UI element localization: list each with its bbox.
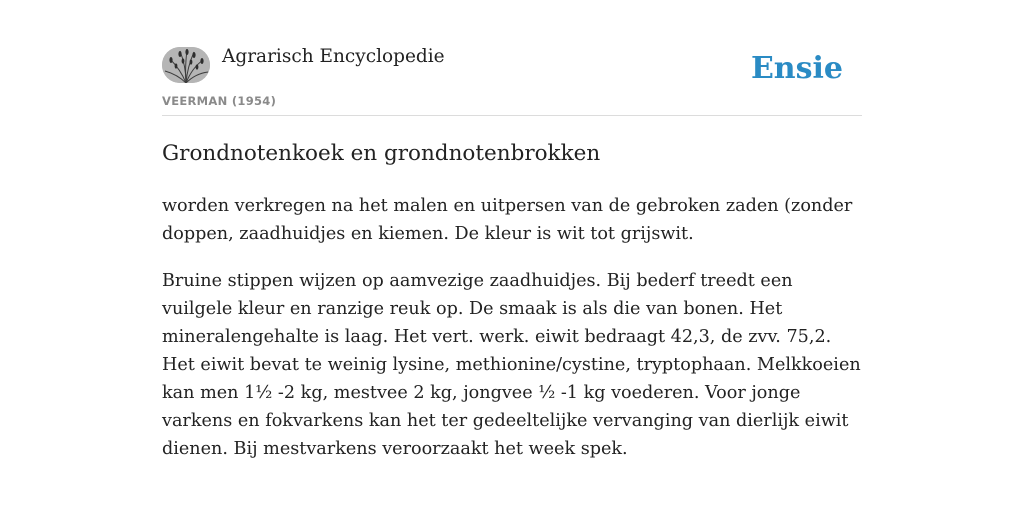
article-paragraph-1: worden verkregen na het malen en uitpersen van de gebroken zaden (zonder doppen, zaadhuidjes en kiemen. De kleur is wit tot grijswit.	[162, 196, 853, 244]
header	[162, 0, 862, 116]
wheat-icon	[162, 47, 210, 83]
ensie-logo[interactable]: Ensie	[750, 51, 843, 86]
article-paragraph-2: Bruine stippen wijzen op aamvezige zaadhuidjes. Bij bederf treedt een vuilgele kleur en ranzige reuk op. De smaak is als die van bonen. Het mineralengehalte is laag. Het vert. werk. eiwit bedraagt 42,3, de zvv. 75,2. Het eiwit bevat te weinig lysine, methionine/cystine, tryptophaan. Melkkoeien kan men 1½ -2 kg, mestvee 2 kg, jongvee ½ -1 kg voederen. Voor jonge varkens en fokvarkens kan het ter gedeeltelijke vervanging van dierlijk eiwit dienen. Bij mestvarkens veroorzaakt het week spek.	[162, 271, 861, 459]
page	[162, 0, 862, 512]
encyclopedia-title[interactable]: Agrarisch Encyclopedie	[222, 46, 445, 67]
article-title: Grondnotenkoek en grondnotenbrokken	[162, 141, 601, 166]
edition-label: VEERMAN (1954)	[162, 94, 277, 108]
encyclopedia-thumbnail[interactable]	[162, 47, 210, 83]
